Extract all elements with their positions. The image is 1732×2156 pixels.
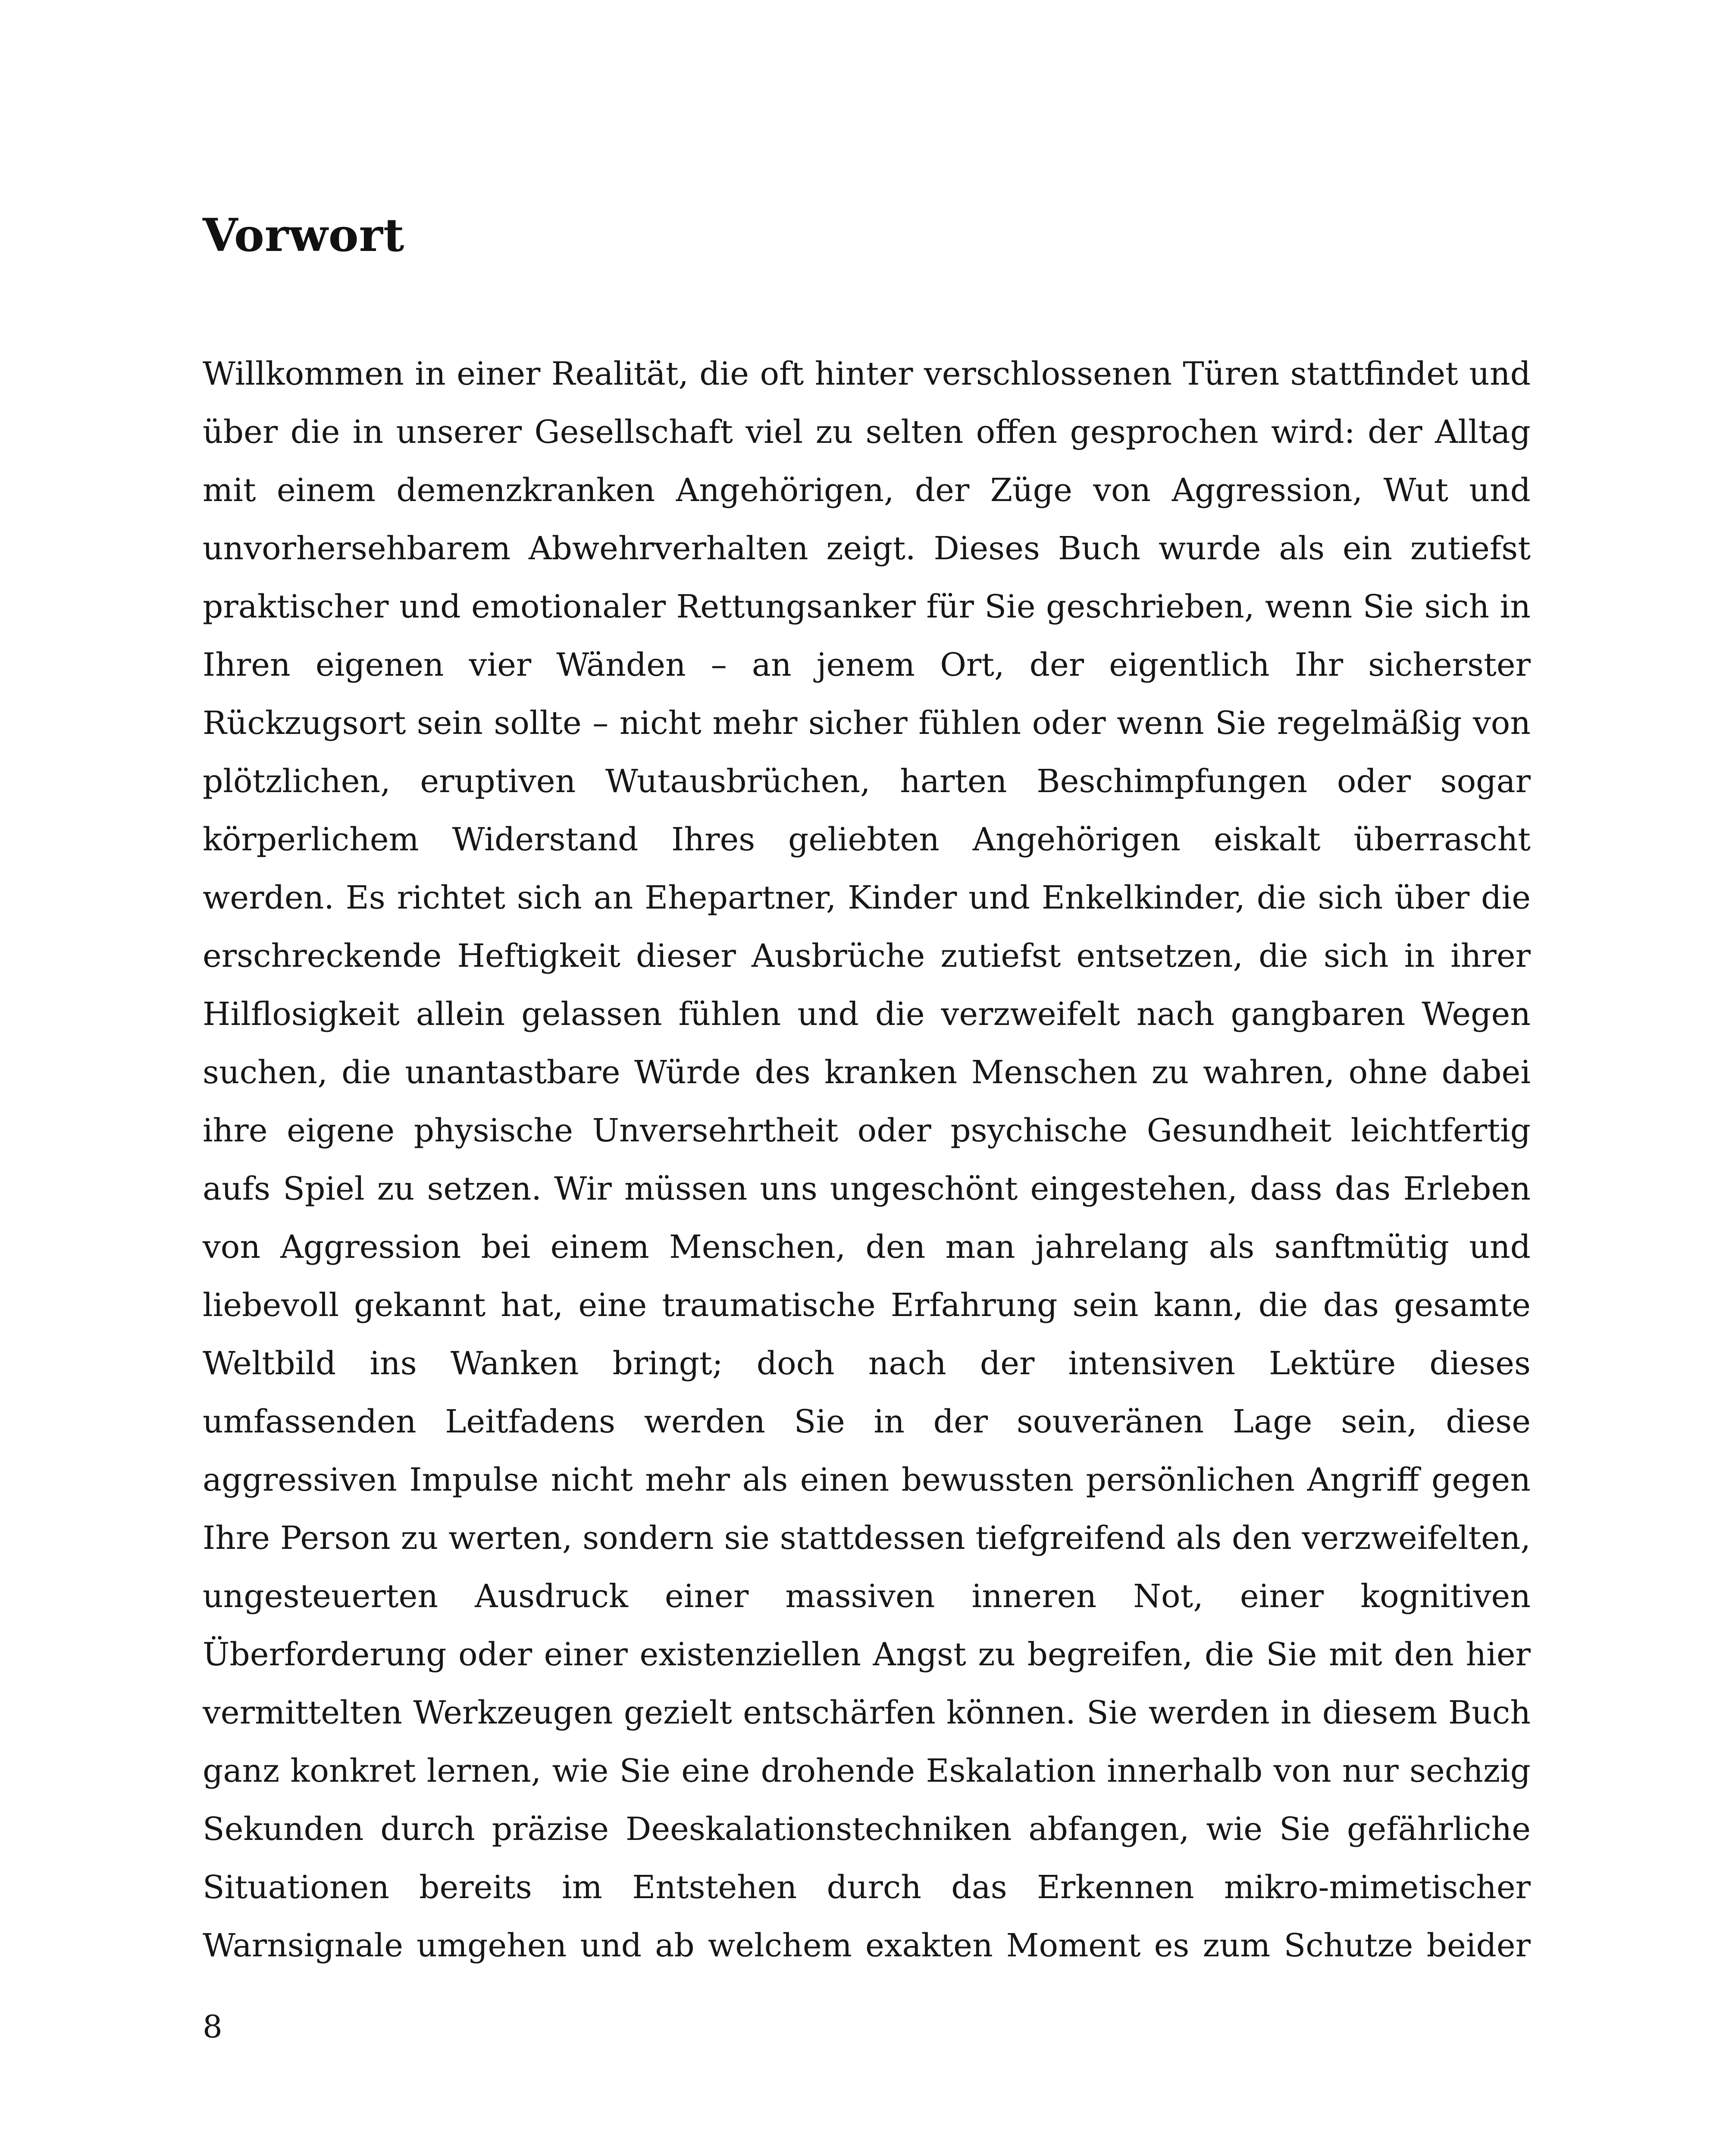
- chapter-heading: Vorwort: [203, 208, 405, 262]
- page-number: 8: [203, 2009, 222, 2045]
- body-paragraph: Willkommen in einer Realität, die oft hinter verschlossenen Türen stattfindet und über die in unserer Gesellschaft viel zu selten offen gesprochen wird: der Alltag mit einem demenzkranken Angehörigen, der Züge von Aggression, Wut und unvorhersehbarem Abwehrverhalten zeigt. Dieses Buch wurde als ein zutiefst praktischer und emotionaler Rettungsanker für Sie geschrieben, wenn Sie sich in Ihren eigenen vier Wänden – an jenem Ort, der eigentlich Ihr sicherster Rückzugsort sein sollte – nicht mehr sicher fühlen oder wenn Sie regelmäßig von plötzlichen, eruptiven Wutausbrüchen, harten Beschimpfungen oder sogar körperlichem Widerstand Ihres geliebten Angehörigen eiskalt überrascht werden. Es richtet sich an Ehepartner, Kinder und Enkelkinder, die sich über die erschreckende Heftigkeit dieser Ausbrüche zutiefst entsetzen, die sich in ihrer Hilflosigkeit allein gelassen fühlen und die verzweifelt nach gangbaren Wegen suchen, die unantastbare Würde des kranken Menschen zu wahren, ohne dabei ihre eigene physische Unversehrtheit oder psychische Gesundheit leichtfertig aufs Spiel zu setzen. Wir müssen uns ungeschönt eingestehen, dass das Erleben von Aggression bei einem Menschen, den man jahrelang als sanftmütig und liebevoll gekannt hat, eine traumatische Erfahrung sein kann, die das gesamte Weltbild ins Wanken bringt; doch nach der intensiven Lektüre dieses umfassenden Leitfadens werden Sie in der souveränen Lage sein, diese aggressiven Impulse nicht mehr als einen bewussten persönlichen Angriff gegen Ihre Person zu werten, sondern sie stattdessen tiefgreifend als den verzweifelten, ungesteuerten Ausdruck einer massiven inneren Not, einer kognitiven Überforderung oder einer existenziellen Angst zu begreifen, die Sie mit den hier vermittelten Werkzeugen gezielt entschärfen können. Sie werden in diesem Buch ganz konkret lernen, wie Sie eine drohende Eskalation innerhalb von nur sechzig Sekunden durch präzise Deeskalationstechniken abfangen, wie Sie gefährliche Situationen bereits im Entstehen durch das Erkennen mikro-mimetischer Warnsignale umgehen und ab welchem exakten Moment es zum Schutze beider: [203, 355, 1531, 1964]
